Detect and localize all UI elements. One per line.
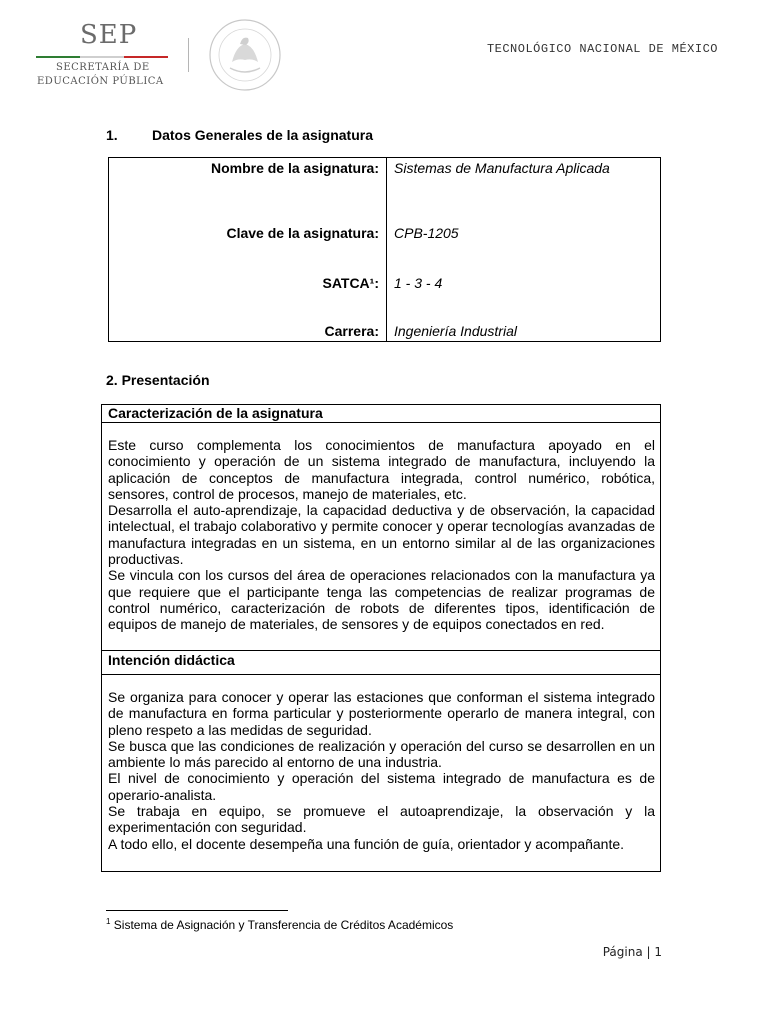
carrera-label: Carrera:	[324, 323, 379, 339]
footnote-rule	[106, 910, 288, 911]
clave-label: Clave de la asignatura:	[226, 225, 379, 241]
caracterizacion-paragraph: Se vincula con los cursos del área de operaciones relacionados con la manufactura ya que requiere que el participante tenga las competencias de realizar programas de control numérico, caracterización de robots de diferentes tipos, identificación de equipos de manejo de materiales, de sensores y de equipos conectados en red.	[108, 567, 655, 633]
nombre-label: Nombre de la asignatura:	[210, 160, 379, 176]
national-seal-icon	[206, 16, 284, 94]
intencion-paragraph: Se busca que las condiciones de realización y operación del curso se desarrollen en un ambiente lo más parecido al entorno de una industria.	[108, 737, 655, 771]
intencion-paragraph: Se trabaja en equipo, se promueve el autoaprendizaje, la observación y la experimentación con seguridad.	[108, 803, 655, 836]
caracterizacion-heading: Caracterización de la asignatura	[108, 405, 323, 421]
carrera-value: Ingeniería Industrial	[394, 323, 517, 339]
clave-value: CPB-1205	[394, 225, 459, 241]
caracterizacion-text	[108, 437, 655, 633]
intencion-heading: Intención didáctica	[108, 652, 235, 668]
flag-color-bar	[36, 56, 168, 58]
footnote	[106, 917, 453, 932]
logo-divider	[188, 38, 189, 72]
intencion-paragraph: A todo ello, el docente desempeña una función de guía, orientador y acompañante.	[108, 835, 625, 852]
section1-heading	[106, 127, 373, 143]
section1-number: 1.	[106, 127, 118, 143]
sep-logo-line1: SECRETARÍA DE	[56, 62, 150, 73]
page-number: Página | 1	[602, 945, 662, 959]
intencion-text	[108, 689, 655, 852]
sep-logo-text: SEP	[80, 20, 138, 50]
nombre-value: Sistemas de Manufactura Aplicada	[394, 160, 610, 176]
footnote-mark: 1	[106, 917, 111, 926]
intencion-paragraph: El nivel de conocimiento y operación del sistema integrado de manufactura es de operario-analista.	[108, 770, 655, 803]
institution-title: TECNOLÓGICO NACIONAL DE MÉXICO	[486, 42, 718, 56]
section1-title: Datos Generales de la asignatura	[152, 127, 373, 143]
intencion-paragraph: Se organiza para conocer y operar las estaciones que conforman el sistema integrado de manufactura en forma particular y posteriormente operarlo de manera integral, con pleno respeto a las medidas de seguridad.	[108, 689, 655, 738]
caracterizacion-paragraph: Desarrolla el auto-aprendizaje, la capacidad deductiva y de observación, la capacidad intelectual, el trabajo colaborativo y permite conocer y operar tecnologías avanzadas de manufactura integradas en un sistema, en un entorno similar al de las organizaciones productivas.	[108, 502, 655, 568]
satca-value: 1 - 3 - 4	[394, 275, 443, 291]
footnote-text: Sistema de Asignación y Transferencia de Créditos Académicos	[110, 918, 454, 932]
datos-generales-table	[108, 157, 661, 342]
sep-logo-line2: EDUCACIÓN PÚBLICA	[37, 76, 164, 87]
section2-title: 2. Presentación	[106, 372, 210, 388]
presentacion-table	[101, 404, 661, 872]
satca-label: SATCA¹:	[322, 275, 379, 291]
caracterizacion-paragraph: Este curso complementa los conocimientos de manufactura apoyado en el conocimiento y operación de un sistema integrado de manufactura, incluyendo la aplicación de conceptos de manufactura integrada, control numérico, robótica, sensores, control de procesos, manejo de materiales, etc.	[108, 437, 655, 502]
